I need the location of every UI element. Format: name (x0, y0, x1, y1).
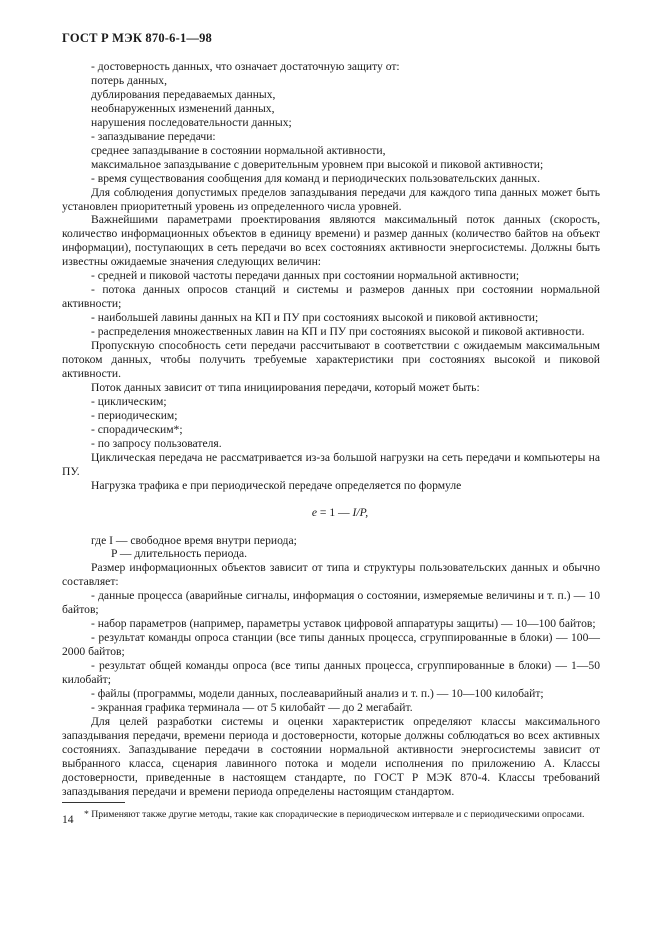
footnote-divider (62, 802, 125, 803)
formula-where-line: P — длительность периода. (111, 547, 248, 561)
paragraph: Нагрузка трафика e при периодической передаче определяется по формуле (91, 478, 462, 492)
formula (62, 506, 600, 520)
paragraph: потерь данных, (91, 73, 167, 87)
page-body (62, 60, 600, 821)
formula-minus: — (335, 505, 353, 519)
paragraph: Размер информационных объектов зависит от типа и структуры пользовательских данных и обычно составляет: (62, 561, 600, 589)
paragraph: - периодическим; (91, 408, 178, 422)
footnote: * Применяют также другие методы, такие как спорадические в периодическом интервале и с периодическими опросами. (84, 808, 585, 820)
paragraph: - время существования сообщения для команд и периодических пользовательских данных. (91, 171, 540, 185)
paragraph: - потока данных опросов станций и системы и размеров данных при состоянии нормальной активности; (62, 283, 600, 311)
paragraph: необнаруженных изменений данных, (91, 101, 275, 115)
paragraph: - по запросу пользователя. (91, 436, 222, 450)
paragraph: - файлы (программы, модели данных, послеаварийный анализ и т. п.) — 10—100 килобайт; (91, 686, 544, 700)
paragraph: - запаздывание передачи: (91, 129, 216, 143)
formula-one: 1 (329, 505, 336, 519)
paragraph: - данные процесса (аварийные сигналы, информация о состоянии, измеряемые величины и т. п.) — 10 байтов; (62, 589, 600, 617)
formula-where-line: где I — свободное время внутри периода; (91, 533, 297, 547)
paragraph: - экранная графика терминала — от 5 килобайт — до 2 мегабайт. (91, 700, 413, 714)
paragraph: Пропускную способность сети передачи рассчитывают в соответствии с ожидаемым максимальным потоком данных, чтобы получить требуемые характеристики при состояниях высокой и пиковой активности. (62, 339, 600, 380)
paragraph: Для соблюдения допустимых пределов запаздывания передачи для каждого типа данных может быть установлен приоритетный уровень из определенного числа уровней. (62, 185, 600, 213)
page-number: 14 (62, 813, 74, 826)
page-header: ГОСТ Р МЭК 870-6-1—98 (62, 31, 213, 45)
paragraph: максимальное запаздывание с доверительным уровнем при высокой и пиковой активности; (91, 157, 544, 171)
paragraph: - средней и пиковой частоты передачи данных при состоянии нормальной активности; (91, 269, 520, 283)
paragraph: Важнейшими параметрами проектирования являются максимальный поток данных (скорость, количество информационных объектов в единицу времени) и размер данных (количество байтов на объект информации), поступающих в сеть передачи во всех состояниях активности энергосистемы. Должны быть известны ожидаемые значения следующих величин: (62, 213, 600, 269)
paragraph: - циклическим; (91, 394, 167, 408)
paragraph: - спорадическим*; (91, 422, 183, 436)
paragraph: - наибольшей лавины данных на КП и ПУ при состояниях высокой и пиковой активности; (91, 311, 539, 325)
paragraph: - результат общей команды опроса (все типы данных процесса, сгруппированные в блоки) — 1—50 килобайт; (62, 659, 600, 687)
paragraph: среднее запаздывание в состоянии нормальной активности, (91, 143, 386, 157)
paragraph: дублирования передаваемых данных, (91, 87, 276, 101)
formula-rhs: I/P, (352, 505, 369, 519)
formula-eq: = (317, 505, 330, 519)
paragraph: - набор параметров (например, параметры уставок цифровой аппаратуры защиты) — 10—100 байтов; (91, 617, 596, 631)
paragraph: Циклическая передача не рассматривается из-за большой нагрузки на сеть передачи и компьютеры на ПУ. (62, 450, 600, 478)
formula-lhs: e (311, 505, 318, 519)
paragraph: нарушения последовательности данных; (91, 115, 292, 129)
paragraph: - результат команды опроса станции (все типы данных процесса, сгруппированные в блоки) — 100—2000 байтов; (62, 631, 600, 659)
paragraph: - распределения множественных лавин на КП и ПУ при состояниях высокой и пиковой активности. (91, 325, 585, 339)
paragraph: Для целей разработки системы и оценки характеристик определяют классы максимального запаздывания передачи, времени периода и достоверности, которые должны соблюдаться во всех активных состояниях. Запаздывание передачи в состоянии нормальной активности энергосистемы зависит от выбранного класса, сценария лавинного потока и модели исполнения по приложению А. Классы достоверности, приведенные в настоящем стандарте, по ГОСТ Р МЭК 870-4. Классы требований запаздывания передачи и времени периода определены настоящим стандартом. (62, 714, 600, 798)
paragraph: - достоверность данных, что означает достаточную защиту от: (91, 60, 400, 73)
paragraph: Поток данных зависит от типа инициирования передачи, который может быть: (91, 380, 480, 394)
